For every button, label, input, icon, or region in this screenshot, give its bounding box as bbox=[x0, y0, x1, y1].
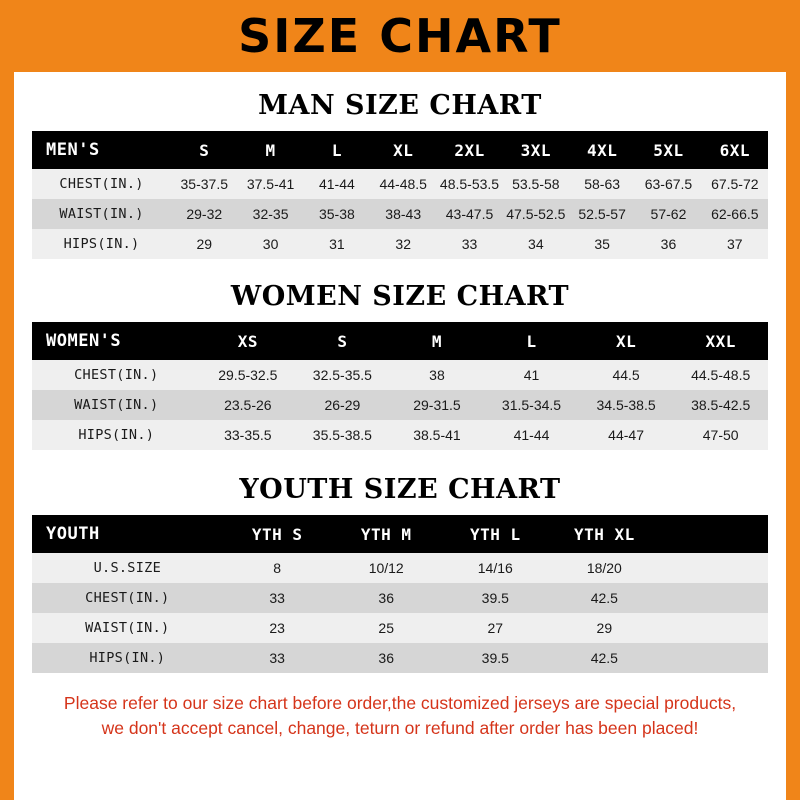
section-title-man: MAN SIZE CHART bbox=[258, 90, 542, 121]
cell: 63-67.5 bbox=[635, 169, 701, 199]
column-header: M bbox=[265, 140, 276, 160]
cell-spacer bbox=[659, 613, 768, 643]
cell: 35 bbox=[569, 229, 635, 259]
table-row bbox=[32, 169, 768, 199]
cell: 29 bbox=[550, 613, 659, 643]
table-row bbox=[32, 643, 768, 673]
column-header: 2XL bbox=[454, 140, 485, 160]
cell: 31 bbox=[304, 229, 370, 259]
cell: 14/16 bbox=[441, 553, 550, 583]
cell: 36 bbox=[635, 229, 701, 259]
cell: 41-44 bbox=[304, 169, 370, 199]
cell: 37 bbox=[702, 229, 768, 259]
row-label: WAIST(IN.) bbox=[32, 390, 201, 420]
column-header: 6XL bbox=[719, 140, 750, 160]
column-header-spacer bbox=[659, 515, 768, 553]
column-header: 4XL bbox=[586, 140, 618, 160]
table-row bbox=[32, 613, 768, 643]
cell: 44.5-48.5 bbox=[673, 360, 768, 390]
cell: 18/20 bbox=[550, 553, 659, 583]
column-header: YTH S bbox=[251, 524, 303, 544]
table-header-row bbox=[32, 515, 768, 553]
column-header: XXL bbox=[705, 331, 736, 351]
cell: 39.5 bbox=[441, 643, 550, 673]
cell-spacer bbox=[659, 583, 768, 613]
cell: 43-47.5 bbox=[436, 199, 502, 229]
column-header: S bbox=[199, 140, 210, 160]
header-banner bbox=[0, 0, 800, 72]
cell: 48.5-53.5 bbox=[436, 169, 502, 199]
column-header: YTH L bbox=[469, 524, 521, 544]
table-row bbox=[32, 199, 768, 229]
cell: 53.5-58 bbox=[503, 169, 569, 199]
cell: 38-43 bbox=[370, 199, 436, 229]
cell: 47-50 bbox=[673, 420, 768, 450]
notice-line-2: we don't accept cancel, change, teturn or refund after order has been placed! bbox=[101, 718, 699, 739]
cell: 35.5-38.5 bbox=[295, 420, 390, 450]
cell: 44-48.5 bbox=[370, 169, 436, 199]
cell: 62-66.5 bbox=[702, 199, 768, 229]
cell: 41 bbox=[484, 360, 579, 390]
column-header: M bbox=[431, 331, 443, 351]
row-label: CHEST(IN.) bbox=[32, 360, 201, 390]
cell: 8 bbox=[223, 553, 332, 583]
cell: 57-62 bbox=[635, 199, 701, 229]
column-header: 3XL bbox=[520, 140, 552, 160]
cell: 29 bbox=[171, 229, 237, 259]
column-header: XS bbox=[237, 331, 258, 351]
row-label: HIPS(IN.) bbox=[32, 229, 171, 259]
cell: 67.5-72 bbox=[702, 169, 768, 199]
cell: 35-38 bbox=[304, 199, 370, 229]
row-label: CHEST(IN.) bbox=[32, 169, 171, 199]
cell: 25 bbox=[332, 613, 441, 643]
cell: 41-44 bbox=[484, 420, 579, 450]
table-row bbox=[32, 390, 768, 420]
cell: 36 bbox=[332, 583, 441, 613]
section-title-youth: YOUTH SIZE CHART bbox=[239, 474, 561, 505]
page-title: SIZE CHART bbox=[238, 9, 562, 63]
cell: 33 bbox=[223, 643, 332, 673]
column-header: YTH M bbox=[360, 524, 412, 544]
column-header: WOMEN'S bbox=[46, 331, 122, 351]
cell: 23 bbox=[223, 613, 332, 643]
cell-spacer bbox=[659, 643, 768, 673]
row-label: WAIST(IN.) bbox=[32, 613, 223, 643]
cell: 35-37.5 bbox=[171, 169, 237, 199]
cell: 38.5-42.5 bbox=[673, 390, 768, 420]
column-header: S bbox=[337, 331, 348, 351]
section-title-women: WOMEN SIZE CHART bbox=[230, 281, 570, 312]
column-header: YOUTH bbox=[46, 524, 100, 544]
cell: 32 bbox=[370, 229, 436, 259]
cell: 10/12 bbox=[332, 553, 441, 583]
table-row bbox=[32, 360, 768, 390]
table-row bbox=[32, 420, 768, 450]
man-size-table bbox=[32, 131, 768, 259]
cell: 33-35.5 bbox=[201, 420, 296, 450]
table-row bbox=[32, 553, 768, 583]
cell: 34 bbox=[503, 229, 569, 259]
cell: 27 bbox=[441, 613, 550, 643]
cell: 52.5-57 bbox=[569, 199, 635, 229]
column-header: 5XL bbox=[653, 140, 684, 160]
women-size-table bbox=[32, 322, 768, 450]
cell: 38 bbox=[390, 360, 485, 390]
column-header: YTH XL bbox=[573, 524, 635, 544]
cell: 33 bbox=[436, 229, 502, 259]
cell: 42.5 bbox=[550, 583, 659, 613]
cell: 44.5 bbox=[579, 360, 674, 390]
table-row bbox=[32, 229, 768, 259]
column-header: L bbox=[526, 331, 537, 351]
order-notice bbox=[42, 691, 758, 742]
row-label: WAIST(IN.) bbox=[32, 199, 171, 229]
row-label: HIPS(IN.) bbox=[32, 420, 201, 450]
notice-line-1: Please refer to our size chart before order,the customized jerseys are special products, bbox=[63, 693, 737, 713]
cell: 32.5-35.5 bbox=[295, 360, 390, 390]
table-header-row bbox=[32, 322, 768, 360]
column-header: XL bbox=[615, 331, 637, 351]
cell: 58-63 bbox=[569, 169, 635, 199]
table-header-row bbox=[32, 131, 768, 169]
cell: 39.5 bbox=[441, 583, 550, 613]
cell: 47.5-52.5 bbox=[503, 199, 569, 229]
youth-size-table bbox=[32, 515, 768, 673]
cell: 42.5 bbox=[550, 643, 659, 673]
column-header: L bbox=[331, 140, 342, 160]
cell: 32-35 bbox=[237, 199, 303, 229]
cell: 29-31.5 bbox=[390, 390, 485, 420]
cell: 34.5-38.5 bbox=[579, 390, 674, 420]
cell-spacer bbox=[659, 553, 768, 583]
cell: 29-32 bbox=[171, 199, 237, 229]
column-header: MEN'S bbox=[46, 140, 100, 160]
cell: 31.5-34.5 bbox=[484, 390, 579, 420]
cell: 30 bbox=[237, 229, 303, 259]
row-label: HIPS(IN.) bbox=[32, 643, 223, 673]
cell: 37.5-41 bbox=[237, 169, 303, 199]
cell: 33 bbox=[223, 583, 332, 613]
cell: 36 bbox=[332, 643, 441, 673]
row-label: CHEST(IN.) bbox=[32, 583, 223, 613]
cell: 26-29 bbox=[295, 390, 390, 420]
chart-content bbox=[14, 90, 786, 742]
cell: 44-47 bbox=[579, 420, 674, 450]
cell: 29.5-32.5 bbox=[201, 360, 296, 390]
column-header: XL bbox=[393, 140, 414, 160]
cell: 23.5-26 bbox=[201, 390, 296, 420]
row-label: U.S.SIZE bbox=[32, 553, 223, 583]
cell: 38.5-41 bbox=[390, 420, 485, 450]
table-row bbox=[32, 583, 768, 613]
